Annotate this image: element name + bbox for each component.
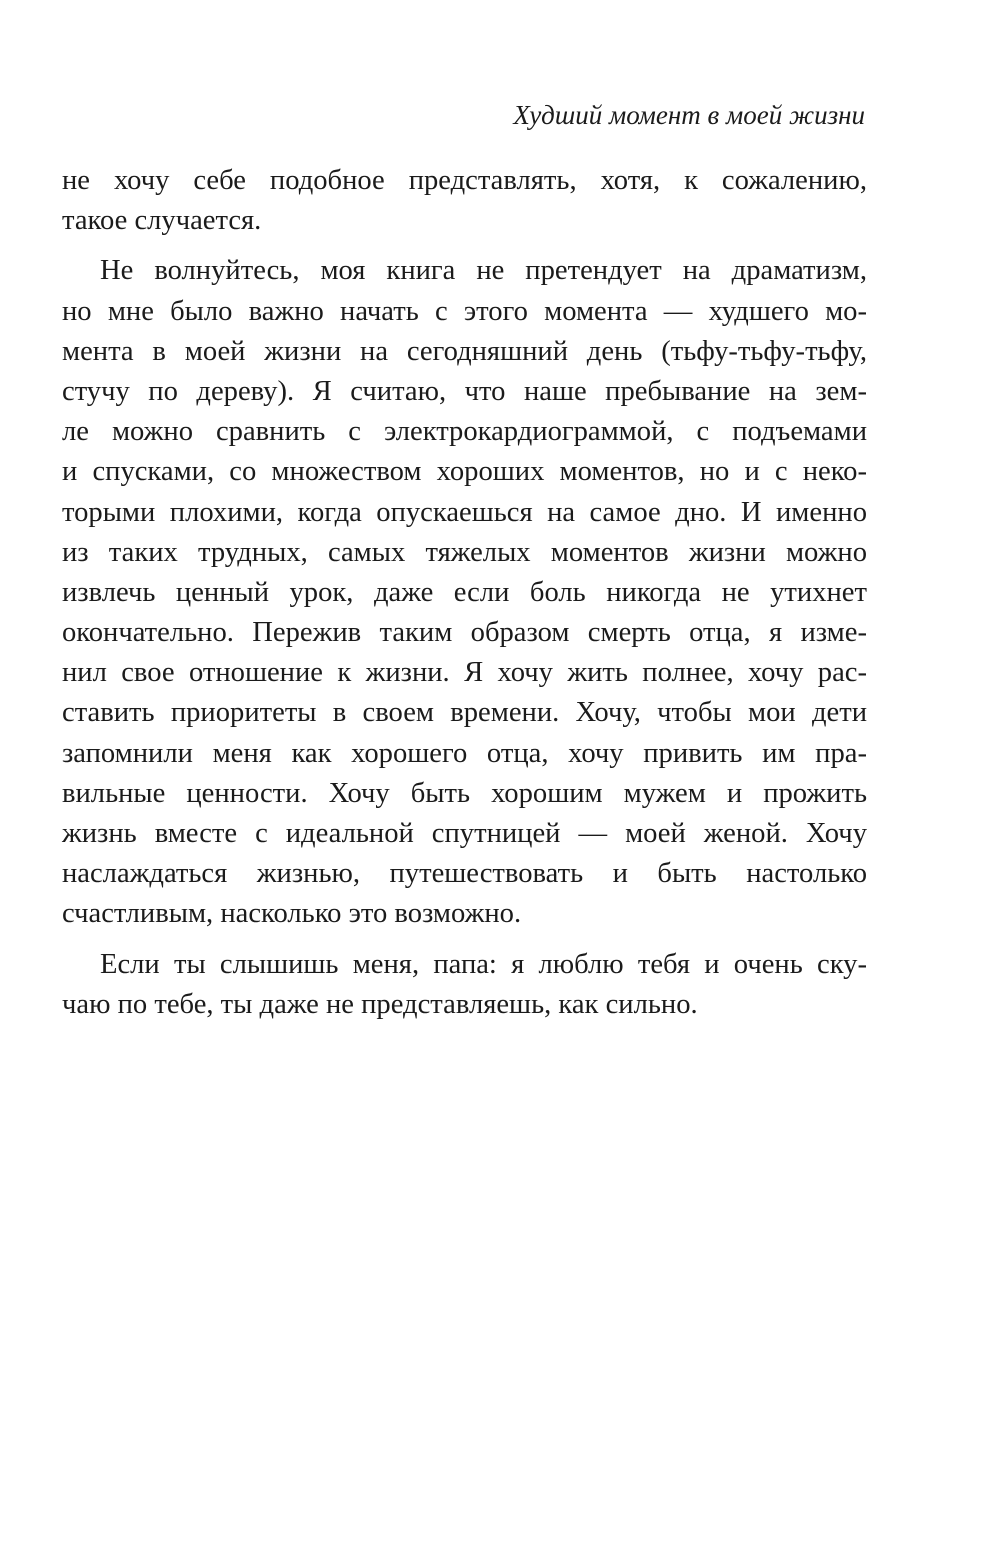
text-line: вильные ценности. Хочу быть хорошим мужем и прожить — [62, 777, 867, 809]
text-line: Не волнуйтесь, моя книга не претендует на драматизм, — [100, 255, 867, 287]
text-line: окончательно. Пережив таким образом смерть отца, я изме- — [62, 617, 867, 649]
paragraph — [62, 161, 867, 241]
text-line: чаю по тебе, ты даже не представляешь, как сильно. — [62, 988, 698, 1020]
paragraph — [62, 251, 867, 934]
body-text — [62, 161, 867, 1025]
running-header-title: Худший момент в моей жизни — [513, 100, 865, 130]
text-line: и спусками, со множеством хороших моментов, но и с неко- — [62, 456, 867, 488]
text-line: Если ты слышишь меня, папа: я люблю тебя и очень ску- — [100, 948, 867, 980]
text-line: стучу по дереву). Я считаю, что наше пребывание на зем- — [62, 375, 867, 407]
text-line: наслаждаться жизнью, путешествовать и быть настолько — [62, 858, 867, 890]
text-line: счастливым, насколько это возможно. — [62, 898, 522, 930]
text-line: мента в моей жизни на сегодняшний день (тьфу-тьфу-тьфу, — [62, 335, 867, 367]
text-line: такое случается. — [62, 205, 262, 237]
text-line: жизнь вместе с идеальной спутницей — моей женой. Хочу — [62, 818, 867, 849]
text-line: запомнили меня как хорошего отца, хочу привить им пра- — [62, 737, 867, 769]
text-line: ставить приоритеты в своем времени. Хочу, чтобы мои дети — [62, 697, 867, 729]
text-line: но мне было важно начать с этого момента — худшего мо- — [62, 295, 867, 327]
text-line: нил свое отношение к жизни. Я хочу жить полнее, хочу рас- — [62, 657, 867, 689]
text-line: из таких трудных, самых тяжелых моментов жизни можно — [62, 536, 867, 568]
text-line: ле можно сравнить с электрокардиограммой, с подъемами — [62, 416, 867, 448]
paragraph — [62, 945, 867, 1025]
text-line: торыми плохими, когда опускаешься на самое дно. И именно — [62, 496, 867, 528]
text-line: извлечь ценный урок, даже если боль никогда не утихнет — [62, 576, 867, 608]
text-line: не хочу себе подобное представлять, хотя, к сожалению, — [62, 165, 867, 196]
